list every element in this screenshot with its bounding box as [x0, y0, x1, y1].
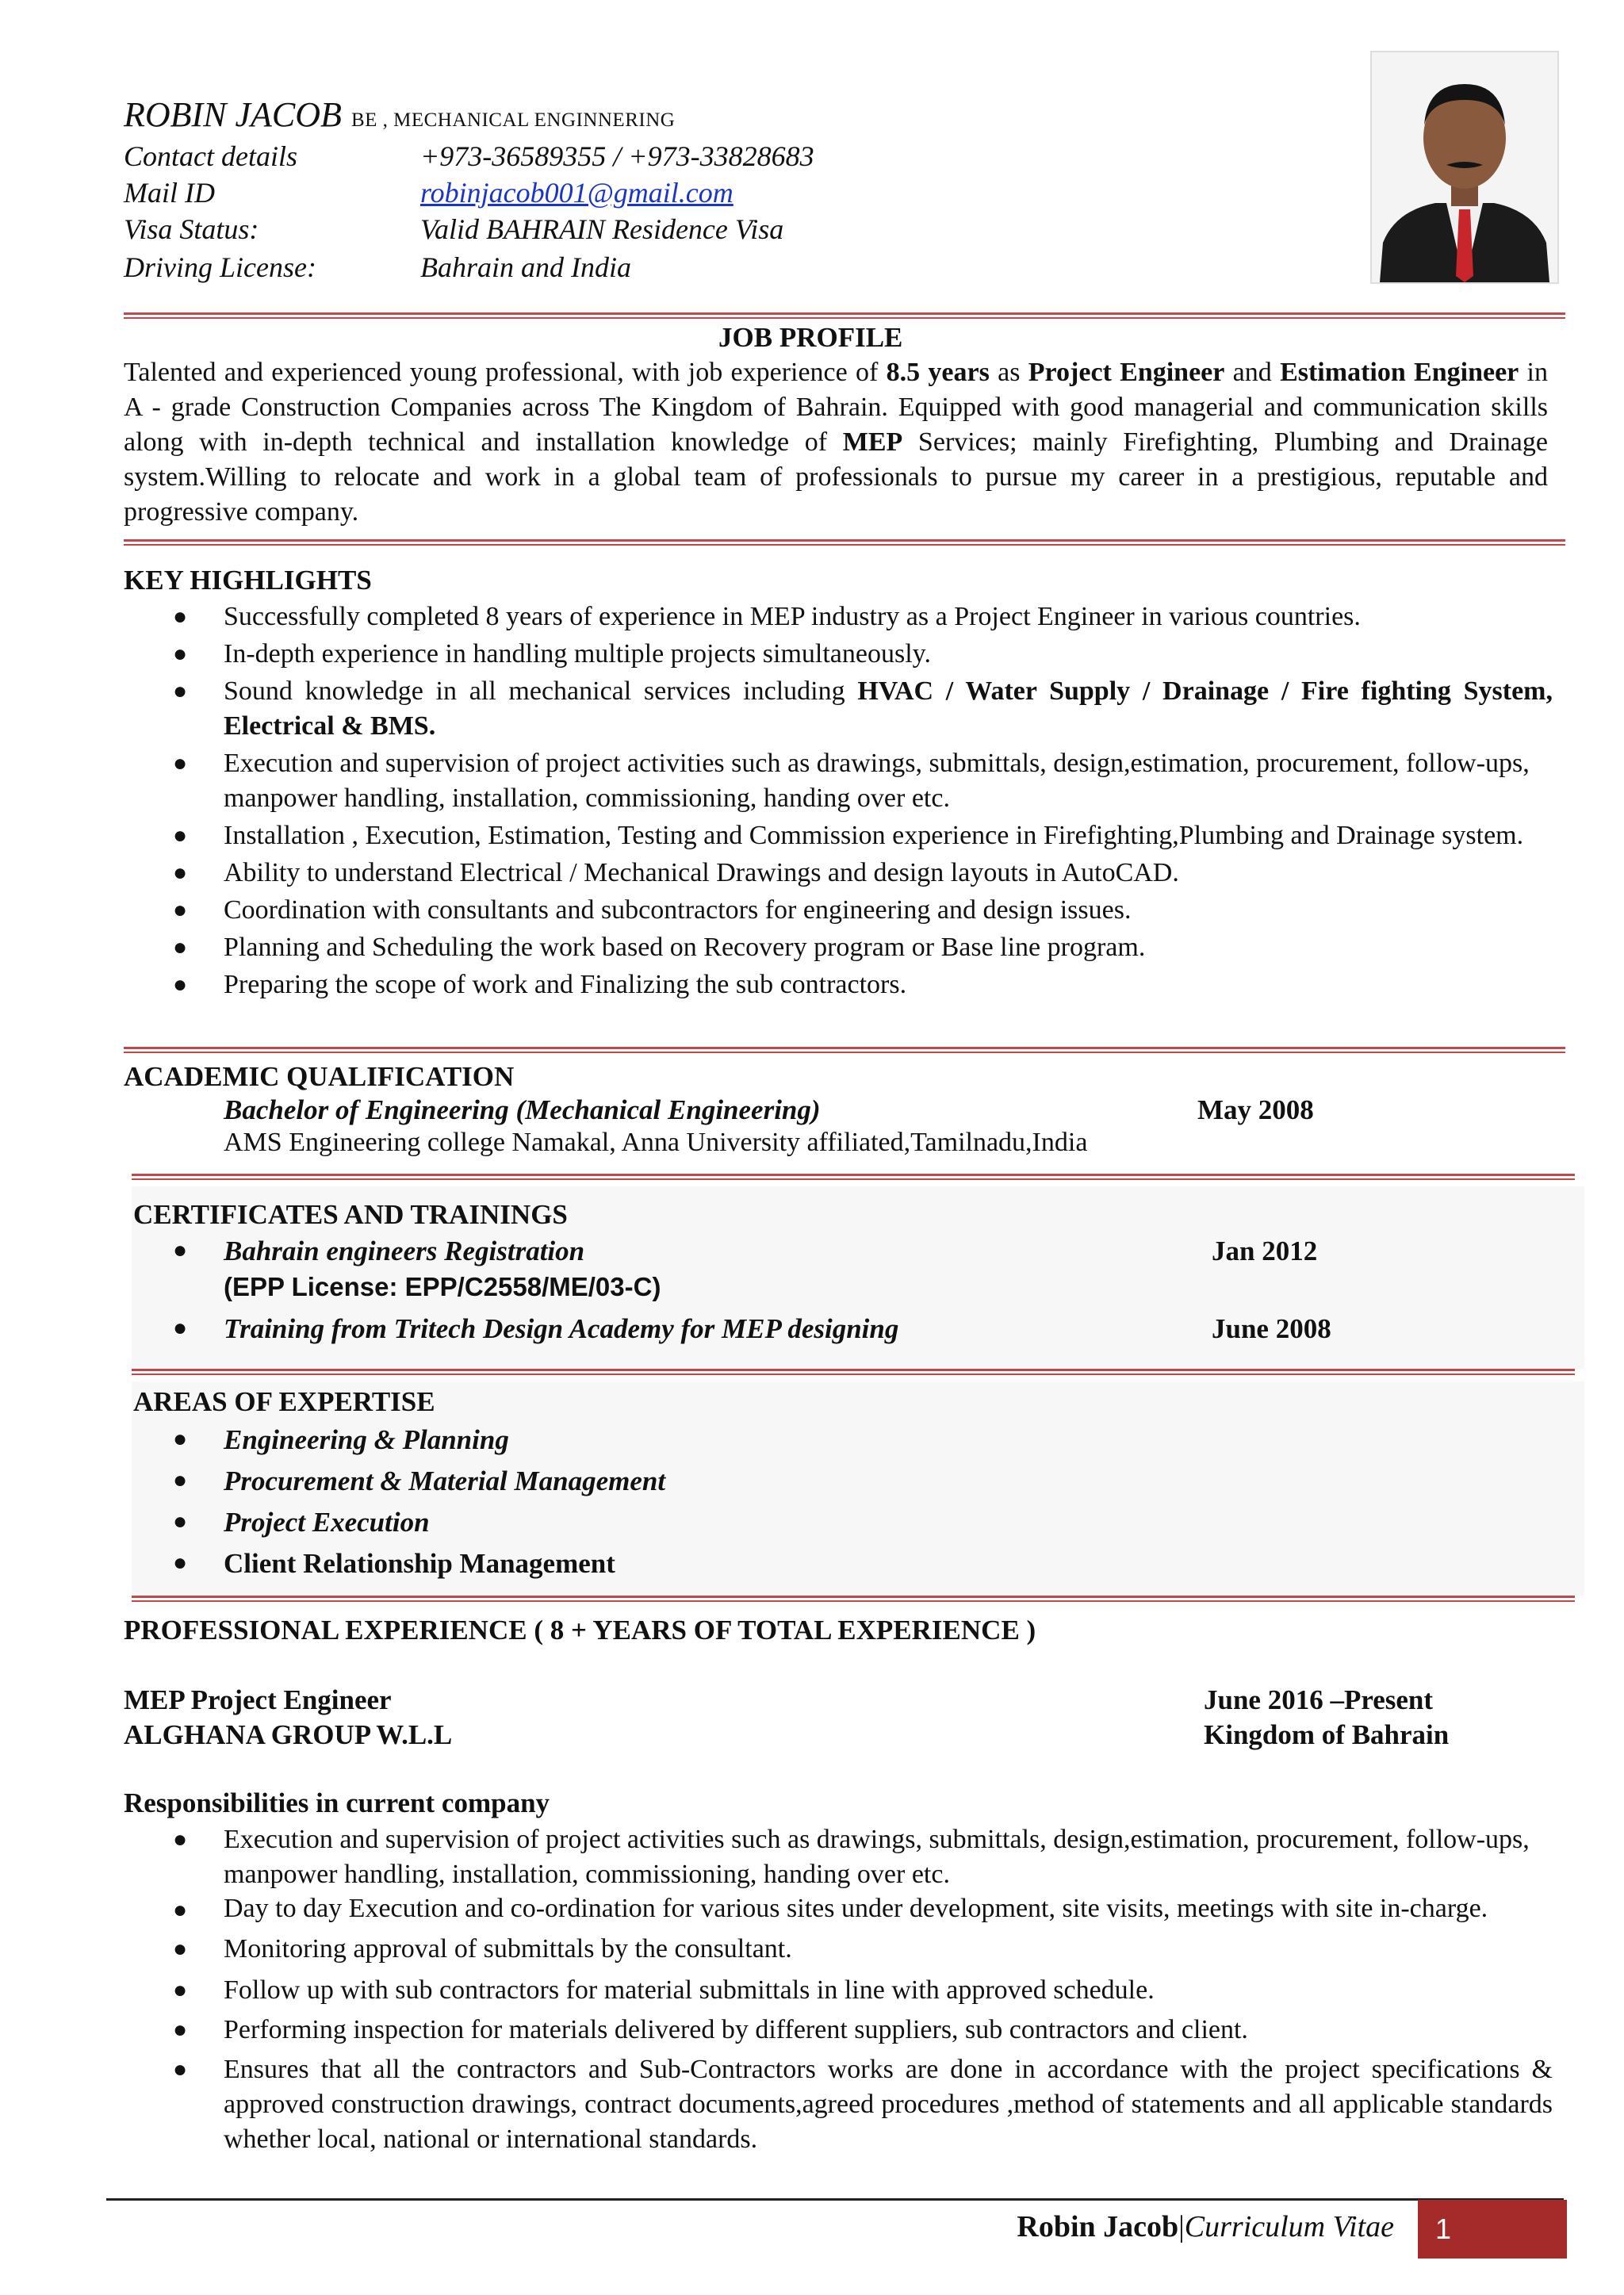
section-divider [124, 1047, 1565, 1055]
academic-title: ACADEMIC QUALIFICATION [124, 1061, 515, 1092]
bullet-icon: ● [173, 1508, 188, 1534]
section-divider [124, 312, 1565, 320]
list-item: ● Ensures that all the contractors and Sub-Contractors works are done in accordance with the project specifications & approved construction drawings, contract documents,agreed procedures ,method of statements and all applicable standards whether local, national or international standards. [173, 2055, 1553, 2154]
list-item: ● Execution and supervision of project activities such as drawings, submittals, design,estimation, procurement, follow-ups, manpower handling, installation, commissioning, handing over etc. [173, 1825, 1530, 1889]
cert-training: Training from Tritech Design Academy for MEP designing [224, 1313, 899, 1344]
expertise-item: Project Execution [224, 1507, 430, 1538]
list-item: ● Coordination with consultants and subcontractors for engineering and design issues. [173, 895, 1132, 925]
contact-label: Contact details [124, 140, 297, 172]
list-item: ● Ability to understand Electrical / Mechanical Drawings and design layouts in AutoCAD. [173, 858, 1179, 887]
responsibilities-list [124, 1822, 1553, 2157]
email-link[interactable]: robinjacob001@gmail.com [420, 177, 733, 209]
bullet-icon: ● [173, 1315, 188, 1341]
job-role: MEP Project Engineer [124, 1684, 392, 1715]
visa-label: Visa Status: [124, 213, 259, 245]
candidate-degree: BE , MECHANICAL ENGINNERING [350, 109, 676, 131]
section-divider [132, 1596, 1575, 1603]
mail-label: Mail ID [124, 177, 215, 209]
candidate-name: ROBIN JACOB BE , MECHANICAL ENGINNERING [124, 95, 676, 134]
list-item: ● Performing inspection for materials delivered by different suppliers, sub contractors and client. [173, 2015, 1248, 2044]
cert-training-date: June 2008 [1212, 1313, 1331, 1344]
company-location: Kingdom of Bahrain [1204, 1719, 1450, 1750]
list-item: ● Installation , Execution, Estimation, Testing and Commission experience in Firefighting,Plumbing and Drainage system. [173, 821, 1524, 850]
expertise-title: AREAS OF EXPERTISE [133, 1386, 435, 1417]
job-role-date: June 2016 –Present [1204, 1684, 1434, 1715]
list-item: ● Follow up with sub contractors for material submittals in line with approved schedule. [173, 1975, 1155, 2005]
section-divider [124, 539, 1565, 547]
certificates-title: CERTIFICATES AND TRAININGS [133, 1199, 568, 1230]
bullet-icon: ● [173, 1467, 188, 1493]
section-divider [132, 1369, 1575, 1377]
visa-value: Valid BAHRAIN Residence Visa [420, 213, 784, 245]
profile-photo [1370, 51, 1559, 284]
contact-value: +973-36589355 / +973-33828683 [420, 140, 814, 172]
list-item: ● Sound knowledge in all mechanical services including HVAC / Water Supply / Drainage / Fire fighting System, Electrical & BMS. [173, 676, 1553, 741]
cert-license: (EPP License: EPP/C2558/ME/03-C) [224, 1272, 661, 1301]
cert-registration-date: Jan 2012 [1212, 1236, 1318, 1266]
key-highlights-list [124, 600, 1553, 1002]
expertise-item: Procurement & Material Management [224, 1466, 666, 1496]
degree-title: Bachelor of Engineering (Mechanical Engineering) [224, 1094, 821, 1125]
bullet-icon: ● [173, 1550, 188, 1576]
list-item: ● Successfully completed 8 years of experience in MEP industry as a Project Engineer in various countries. [173, 602, 1361, 631]
responsibilities-title: Responsibilities in current company [124, 1787, 550, 1818]
college-name: AMS Engineering college Namakal, Anna University affiliated,Tamilnadu,India [224, 1128, 1088, 1157]
job-profile-title: JOB PROFILE [718, 322, 903, 353]
list-item: ● Preparing the scope of work and Finalizing the sub contractors. [173, 970, 907, 999]
cert-registration: Bahrain engineers Registration [224, 1236, 585, 1266]
license-label: Driving License: [124, 251, 316, 283]
footer-divider [106, 2198, 1564, 2201]
page-number: 1 [1418, 2200, 1567, 2259]
job-profile-text: Talented and experienced young professional, with job experience of 8.5 years as Project Engineer and Estimation Engineer in A - grade Construction Companies across The Kingdom of Bahrain. Equipped with good managerial and communication skills along with in-depth technical and installation knowledge of MEP Services; mainly Firefighting, Plumbing and Drainage system.Willing to relocate and work in a global team of professionals to pursue my career in a prestigious, reputable and progressive company. [124, 358, 1548, 527]
key-highlights-title: KEY HIGHLIGHTS [124, 565, 372, 596]
section-divider [132, 1174, 1575, 1182]
license-value: Bahrain and India [420, 251, 631, 283]
expertise-item: Client Relationship Management [224, 1548, 615, 1579]
experience-title: PROFESSIONAL EXPERIENCE ( 8 + YEARS OF TOTAL EXPERIENCE ) [124, 1615, 1036, 1646]
bullet-icon: ● [173, 1426, 188, 1452]
list-item: ● Execution and supervision of project activities such as drawings, submittals, design,estimation, procurement, follow-ups, manpower handling, installation, commissioning, handing over etc. [173, 749, 1530, 813]
list-item: ● Planning and Scheduling the work based on Recovery program or Base line program. [173, 933, 1146, 962]
expertise-item: Engineering & Planning [224, 1424, 509, 1455]
degree-date: May 2008 [1197, 1094, 1314, 1125]
list-item: ● Monitoring approval of submittals by the consultant. [173, 1934, 792, 1964]
footer-label: Robin Jacob|Curriculum Vitae [1017, 2210, 1394, 2243]
company-name: ALGHANA GROUP W.L.L [124, 1719, 453, 1750]
list-item: ● Day to day Execution and co-ordination for various sites under development, site visits, meetings with site in-charge. [173, 1894, 1488, 1923]
list-item: ● In-depth experience in handling multiple projects simultaneously. [173, 639, 931, 669]
bullet-icon: ● [173, 1237, 188, 1263]
